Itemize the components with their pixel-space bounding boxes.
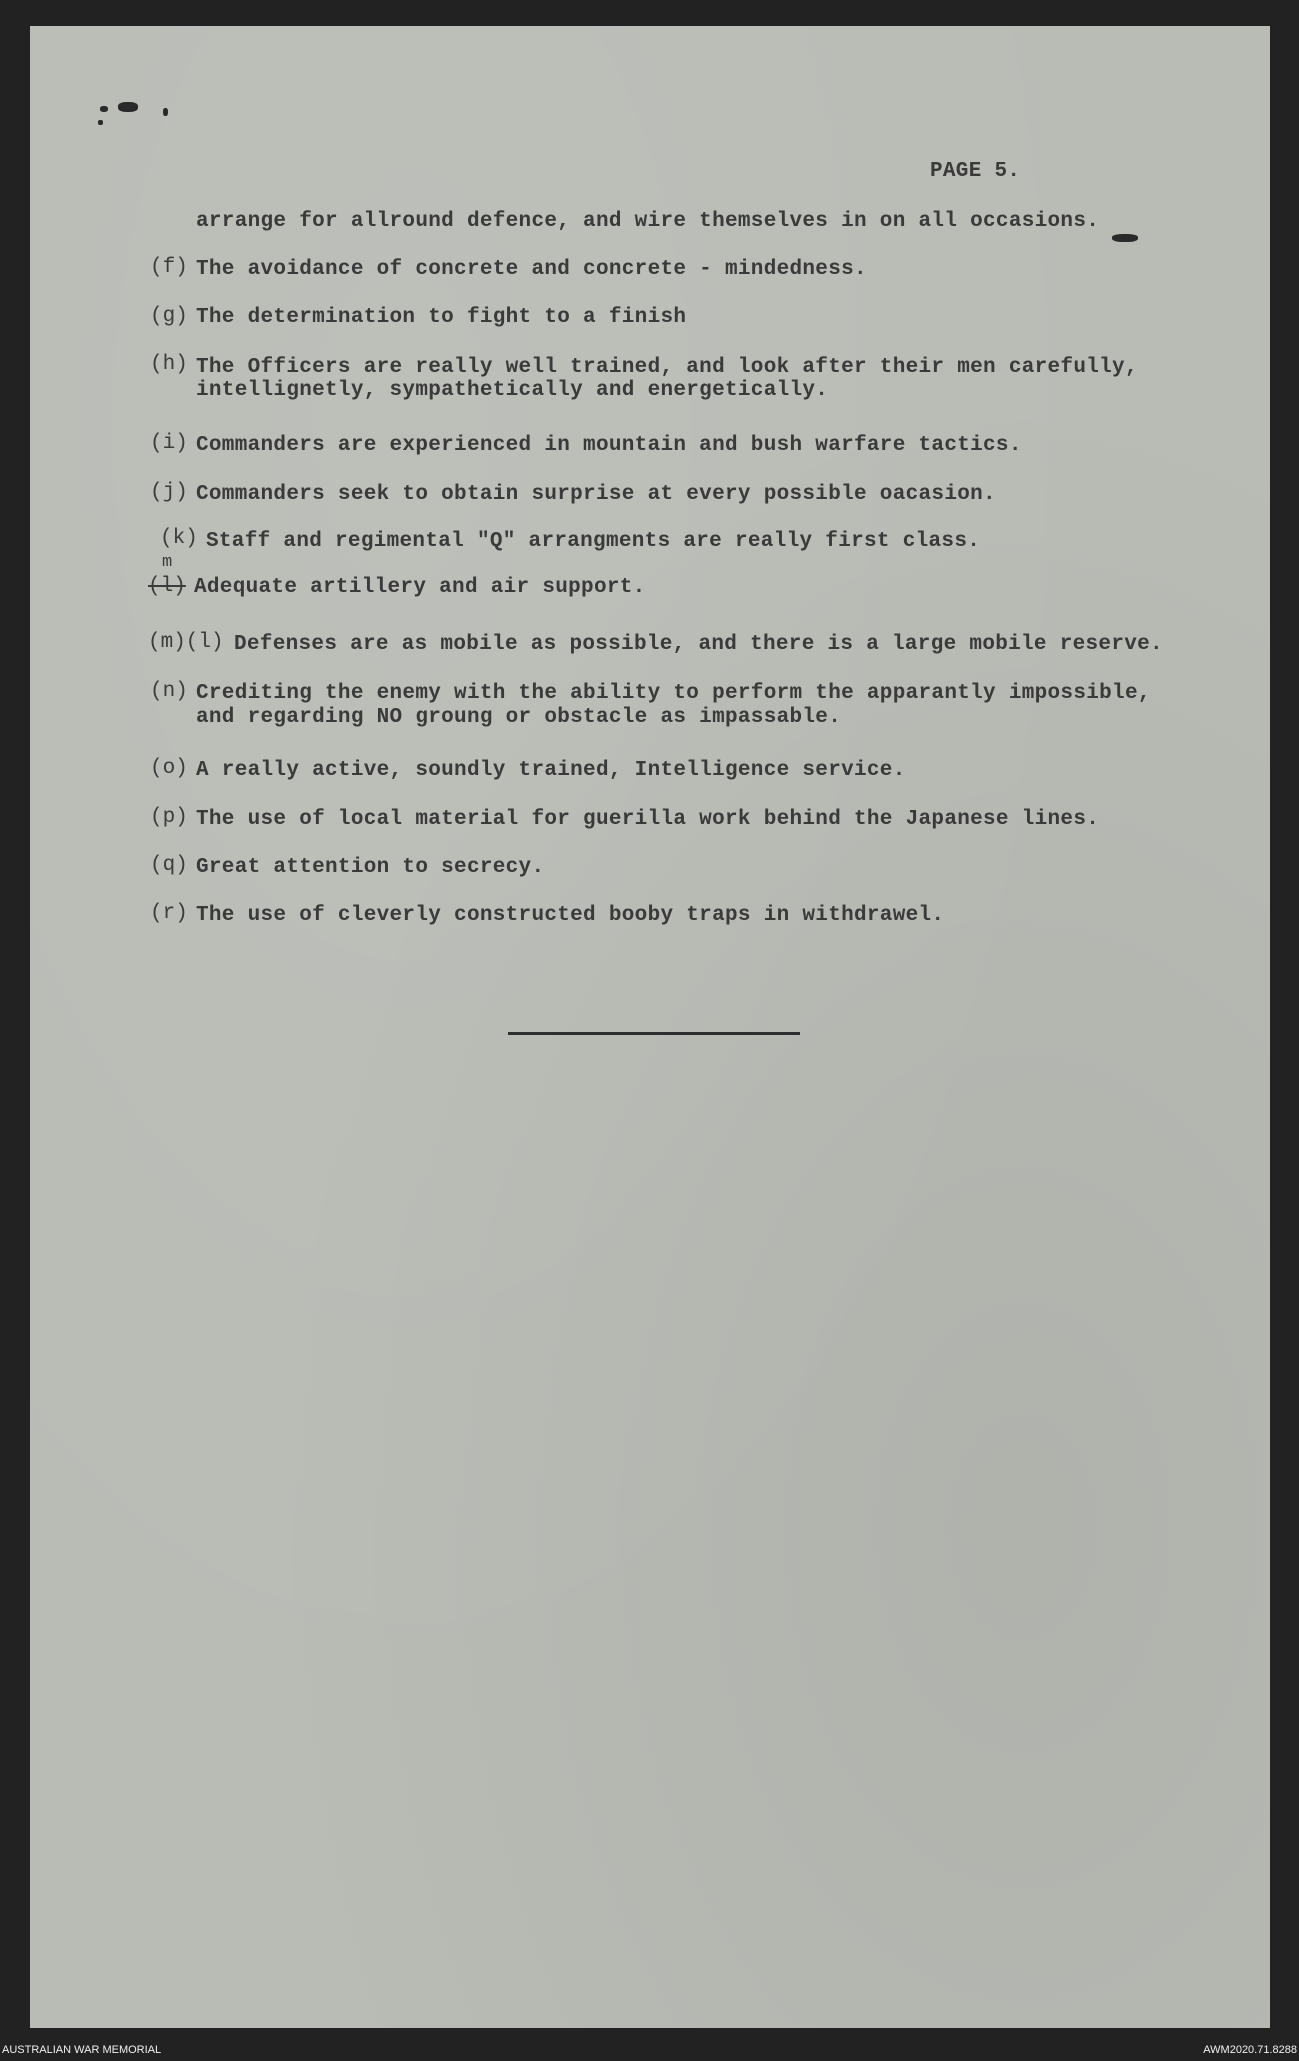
- item-m-text: Defenses are as mobile as possible, and there is a large mobile reserve.: [234, 633, 1163, 656]
- item-o-marker: (o): [150, 757, 188, 780]
- item-n-text-line-2: and regarding NO groung or obstacle as impassable.: [196, 706, 842, 729]
- continuation-line: arrange for allround defence, and wire themselves in on all occasions.: [196, 210, 1100, 233]
- item-q-text: Great attention to secrecy.: [196, 856, 545, 879]
- item-g-marker: (g): [150, 305, 188, 328]
- item-f-marker: (f): [150, 256, 188, 279]
- item-l-marker: (l): [148, 575, 186, 598]
- item-h-marker: (h): [150, 353, 188, 376]
- document-page: [30, 26, 1270, 2028]
- item-h-text-line-1: The Officers are really well trained, and look after their men carefully,: [196, 356, 1138, 379]
- item-k-marker: (k): [160, 527, 198, 550]
- item-q-marker: (q): [150, 854, 188, 877]
- paper-mark-top-left: [100, 106, 108, 112]
- page-number: PAGE 5.: [930, 160, 1021, 183]
- item-j-text: Commanders seek to obtain surprise at every possible oacasion.: [196, 483, 996, 506]
- item-g-text: The determination to fight to a finish: [196, 306, 687, 329]
- end-rule: [508, 1032, 800, 1035]
- item-p-text: The use of local material for guerilla work behind the Japanese lines.: [196, 808, 1100, 831]
- item-i-text: Commanders are experienced in mountain and bush warfare tactics.: [196, 434, 1022, 457]
- item-n-marker: (n): [150, 680, 188, 703]
- item-k-text: Staff and regimental "Q" arrangments are really first class.: [206, 530, 981, 553]
- item-n-text-line-1: Crediting the enemy with the ability to perform the apparantly impossible,: [196, 682, 1151, 705]
- item-l-annotation: m: [162, 553, 173, 572]
- item-l-text: Adequate artillery and air support.: [194, 576, 646, 599]
- item-o-text: A really active, soundly trained, Intelligence service.: [196, 759, 906, 782]
- item-j-marker: (j): [150, 481, 188, 504]
- item-r-marker: (r): [150, 902, 188, 925]
- footer-accession-number: AWM2020.71.8288: [1203, 2044, 1297, 2056]
- paper-mark-right-edge: [1112, 234, 1138, 242]
- footer-institution: AUSTRALIAN WAR MEMORIAL: [2, 2044, 162, 2056]
- item-f-text: The avoidance of concrete and concrete - mindedness.: [196, 258, 867, 281]
- paper-mark-top-left-4: [163, 108, 168, 116]
- item-h-text-line-2: intellignetly, sympathetically and energetically.: [196, 379, 829, 402]
- paper-mark-top-left-2: [118, 102, 138, 112]
- item-p-marker: (p): [150, 806, 188, 829]
- item-i-marker: (i): [150, 432, 188, 455]
- item-m-marker: (m)(l): [148, 631, 224, 654]
- item-r-text: The use of cleverly constructed booby traps in withdrawel.: [196, 904, 945, 927]
- paper-mark-top-left-3: [98, 120, 103, 125]
